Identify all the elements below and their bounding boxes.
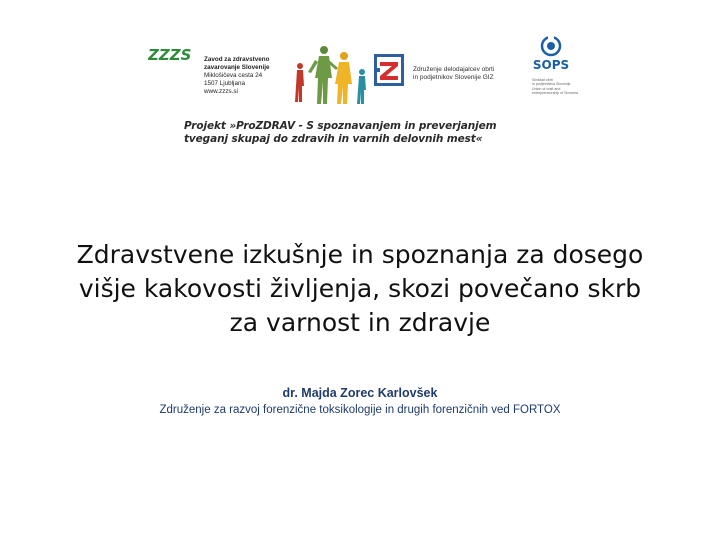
author-affiliation: Združenje za razvoj forenzične toksikologije in drugih forenzičnih ved FORTOX xyxy=(159,404,561,416)
zzzs-line: Miklošičeva cesta 24 xyxy=(204,72,263,79)
slide-title-line: višje kakovosti življenja, skozi povečano skrb xyxy=(78,274,642,303)
sops-line: Union of craft and xyxy=(532,86,561,91)
project-banner-line: Projekt »ProZDRAV - S spoznavanjem in preverjanjem xyxy=(184,120,497,132)
gtz-name xyxy=(413,66,523,82)
gtz-line: in podjetnikov Slovenije GIZ xyxy=(413,74,494,81)
gtz-logo-icon xyxy=(374,54,404,86)
sops-line: entrepreneurship of Slovenia xyxy=(532,91,578,96)
zzzs-logo xyxy=(148,44,208,64)
zzzs-line: Zavod za zdravstveno xyxy=(204,56,270,63)
slide-title xyxy=(40,238,680,340)
sops-logo xyxy=(526,36,576,72)
project-banner xyxy=(184,120,544,146)
zzzs-line: zavarovanje Slovenije xyxy=(204,64,270,71)
author-name: dr. Majda Zorec Karlovšek xyxy=(282,386,438,400)
gtz-line: Združenje delodajalcev obrti xyxy=(413,66,495,73)
zzzs-address xyxy=(204,56,294,96)
zzzs-logo-text: ZZZS xyxy=(148,46,192,64)
zzzs-line: www.zzzs.si xyxy=(204,88,238,95)
sops-line: in podjetništva Slovenije xyxy=(532,82,571,87)
family-figures-image xyxy=(288,42,378,106)
sops-subtitle xyxy=(532,78,592,96)
slide-title-line: za varnost in zdravje xyxy=(229,308,491,337)
sops-logo-text: SOPS xyxy=(532,58,570,72)
project-banner-line: tveganj skupaj do zdravih in varnih delovnih mest« xyxy=(184,133,483,145)
sops-line: Sindikat obrti xyxy=(532,78,553,82)
partner-logos xyxy=(148,36,578,110)
slide-title-line: Zdravstvene izkušnje in spoznanja za dosego xyxy=(76,240,644,269)
zzzs-line: 1507 Ljubljana xyxy=(204,80,245,87)
